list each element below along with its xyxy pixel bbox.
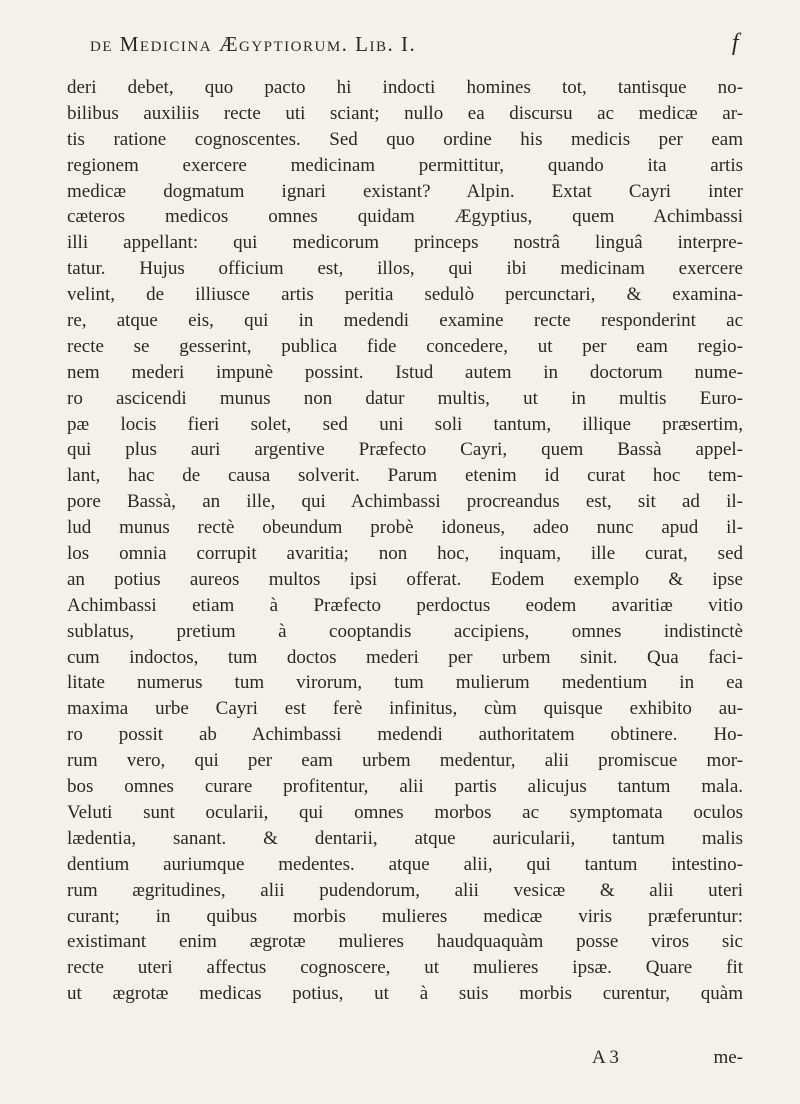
- text-line: existimant enim ægrotæ mulieres haudquaquàm posse viros sic: [67, 931, 743, 953]
- text-line: rum ægritudines, alii pudendorum, alii vesicæ & alii uteri: [67, 879, 743, 901]
- text-line: deri debet, quo pacto hi indocti homines tot, tantisque no-: [67, 77, 743, 98]
- text-line: sublatus, pretium à cooptandis accipiens, omnes indistinctè: [67, 620, 743, 642]
- text-line: recte uteri affectus cognoscere, ut mulieres ipsæ. Quare fit: [67, 957, 743, 979]
- text-line: tatur. Hujus officium est, illos, qui ibi medicinam exercere: [67, 258, 743, 280]
- text-line: curant; in quibus morbis mulieres medicæ viris præferuntur:: [67, 905, 743, 927]
- folio-mark: f: [731, 30, 740, 56]
- text-line: velint, de illiusce artis peritia sedulò percunctari, & examina-: [67, 284, 743, 306]
- text-line: ro ascicendi munus non datur multis, ut in multis Euro-: [67, 387, 743, 409]
- text-line: litate numerus tum virorum, tum mulierum medentium in ea: [67, 672, 743, 694]
- page-footer: [67, 1047, 743, 1075]
- text-line: pore Bassà, an ille, qui Achimbassi procreandus est, sit ad il-: [67, 491, 743, 513]
- text-line: ro possit ab Achimbassi medendi authoritatem obtinere. Ho-: [67, 724, 743, 746]
- running-head-title: de Medicina Ægyptiorum. Lib. I.: [90, 32, 417, 56]
- text-line: nem mederi impunè possint. Istud autem in doctorum nume-: [67, 361, 743, 383]
- text-line: tis ratione cognoscentes. Sed quo ordine his medicis per eam: [67, 128, 743, 150]
- text-line: regionem exercere medicinam permittitur, quando ita artis: [67, 154, 743, 176]
- text-line: an potius aureos multos ipsi offerat. Eodem exemplo & ipse: [67, 568, 743, 590]
- text-line: lædentia, sanant. & dentarii, atque auricularii, tantum malis: [67, 827, 743, 849]
- text-line: lud munus rectè obeundum probè idoneus, adeo nunc apud il-: [67, 517, 743, 539]
- text-line: qui plus auri argentive Præfecto Cayri, quem Bassà appel-: [67, 439, 743, 461]
- text-line: medicæ dogmatum ignari existant? Alpin. Extat Cayri inter: [67, 180, 743, 202]
- text-line: ut ægrotæ medicas potius, ut à suis morbis curentur, quàm: [67, 983, 743, 1005]
- text-line: bilibus auxiliis recte uti sciant; nullo ea discursu ac medicæ ar-: [67, 102, 743, 124]
- text-line: Achimbassi etiam à Præfecto perdoctus eodem avaritiæ vitio: [67, 594, 743, 616]
- signature-mark: A 3: [592, 1047, 619, 1068]
- text-line: cum indoctos, tum doctos mederi per urbem sinit. Qua faci-: [67, 646, 743, 668]
- text-line: illi appellant: qui medicorum princeps nostrâ linguâ interpre-: [67, 232, 743, 254]
- text-line: pæ locis fieri solet, sed uni soli tantum, illique præsertim,: [67, 413, 743, 435]
- text-line: los omnia corrupit avaritia; non hoc, inquam, ille curat, sed: [67, 543, 743, 565]
- catchword: me-: [713, 1047, 743, 1068]
- text-line: rum vero, qui per eam urbem medentur, alii promiscue mor-: [67, 750, 743, 772]
- running-head: [90, 32, 740, 68]
- text-line: Veluti sunt ocularii, qui omnes morbos ac symptomata oculos: [67, 801, 743, 823]
- text-line: re, atque eis, qui in medendi examine recte responderint ac: [67, 310, 743, 332]
- text-line: cæteros medicos omnes quidam Ægyptius, quem Achimbassi: [67, 206, 743, 228]
- text-line: maxima urbe Cayri est ferè infinitus, cùm quisque exhibito au-: [67, 698, 743, 720]
- text-line: lant, hac de causa solverit. Parum etenim id curat hoc tem-: [67, 465, 743, 487]
- text-line: recte se gesserint, publica fide concedere, ut per eam regio-: [67, 335, 743, 357]
- text-line: bos omnes curare profitentur, alii partis alicujus tantum mala.: [67, 776, 743, 798]
- body-text: [67, 75, 743, 1007]
- text-line: dentium auriumque medentes. atque alii, qui tantum intestino-: [67, 853, 743, 875]
